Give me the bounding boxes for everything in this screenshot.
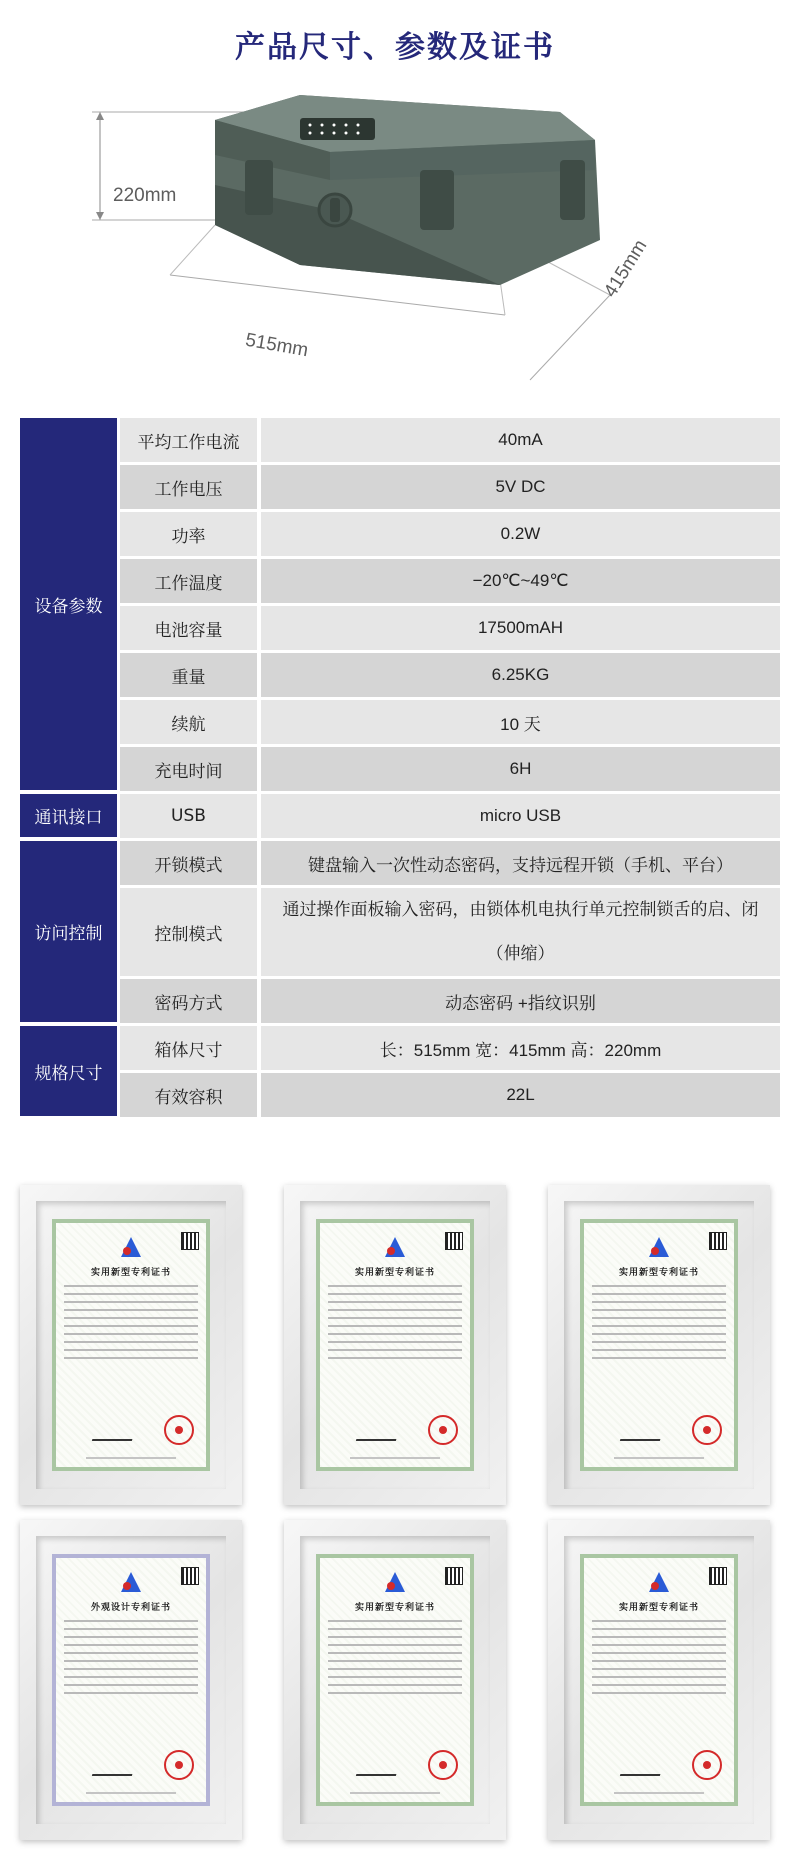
qr-code-icon bbox=[710, 1233, 726, 1249]
certificate-title: 实用新型专利证书 bbox=[354, 1603, 435, 1613]
certificate-frame bbox=[548, 1185, 770, 1505]
spec-value: 5V DC bbox=[257, 465, 780, 512]
official-seal-icon bbox=[164, 1750, 194, 1780]
table-row bbox=[20, 1073, 780, 1120]
table-row bbox=[20, 888, 780, 979]
official-seal-icon bbox=[692, 1415, 722, 1445]
table-row bbox=[20, 979, 780, 1026]
certificate bbox=[316, 1554, 474, 1806]
table-row bbox=[20, 606, 780, 653]
patent-office-logo bbox=[119, 1572, 143, 1594]
spec-name: 开锁模式 bbox=[117, 841, 257, 888]
signature bbox=[620, 1760, 664, 1776]
spec-name: 有效容积 bbox=[117, 1073, 257, 1120]
spec-value: 10 天 bbox=[257, 700, 780, 747]
table-row bbox=[20, 841, 780, 888]
certificate-footer bbox=[86, 1457, 176, 1459]
spec-name: 充电时间 bbox=[117, 747, 257, 794]
patent-office-logo bbox=[383, 1572, 407, 1594]
spec-value: 6.25KG bbox=[257, 653, 780, 700]
table-row bbox=[20, 653, 780, 700]
case-illustration bbox=[0, 90, 790, 390]
table-row bbox=[20, 1026, 780, 1073]
product-figure bbox=[0, 90, 790, 390]
certificate-footer bbox=[86, 1792, 176, 1794]
qr-code-icon bbox=[182, 1233, 198, 1249]
certificate bbox=[580, 1554, 738, 1806]
spec-value: 17500mAH bbox=[257, 606, 780, 653]
depth-dimension: 415mm bbox=[600, 236, 652, 302]
certificate-text bbox=[592, 1620, 726, 1700]
certificate-frame bbox=[20, 1520, 242, 1840]
certificate-footer bbox=[614, 1457, 704, 1459]
spec-name: 功率 bbox=[117, 512, 257, 559]
spec-value: 0.2W bbox=[257, 512, 780, 559]
certificate-title: 实用新型专利证书 bbox=[90, 1268, 171, 1278]
table-row bbox=[20, 465, 780, 512]
table-row bbox=[20, 559, 780, 606]
certificate-text bbox=[592, 1285, 726, 1365]
width-dimension: 515mm bbox=[243, 329, 310, 362]
table-row bbox=[20, 747, 780, 794]
spec-name: USB bbox=[117, 794, 257, 841]
certificate-title: 实用新型专利证书 bbox=[618, 1268, 699, 1278]
category-access: 访问控制 bbox=[20, 841, 117, 1026]
certificate-text bbox=[328, 1620, 462, 1700]
qr-code-icon bbox=[710, 1568, 726, 1584]
table-row bbox=[20, 418, 780, 465]
patent-office-logo bbox=[647, 1237, 671, 1259]
certificate-title: 外观设计专利证书 bbox=[90, 1603, 171, 1613]
spec-value: 22L bbox=[257, 1073, 780, 1120]
certificate-frame bbox=[284, 1185, 506, 1505]
official-seal-icon bbox=[692, 1750, 722, 1780]
official-seal-icon bbox=[428, 1415, 458, 1445]
certificate-footer bbox=[614, 1792, 704, 1794]
spec-name: 电池容量 bbox=[117, 606, 257, 653]
certificate-text bbox=[64, 1620, 198, 1700]
spec-name: 平均工作电流 bbox=[117, 418, 257, 465]
certificate-frame bbox=[548, 1520, 770, 1840]
spec-value: 键盘输入一次性动态密码，支持远程开锁（手机、平台） bbox=[257, 841, 780, 888]
page-title: 产品尺寸、参数及证书 bbox=[235, 30, 555, 65]
certificate-title: 实用新型专利证书 bbox=[618, 1603, 699, 1613]
certificate-text bbox=[64, 1285, 198, 1365]
certificate-title: 实用新型专利证书 bbox=[354, 1268, 435, 1278]
qr-code-icon bbox=[446, 1233, 462, 1249]
height-dimension: 220mm bbox=[113, 185, 177, 206]
spec-table bbox=[20, 418, 780, 1120]
spec-name: 工作温度 bbox=[117, 559, 257, 606]
qr-code-icon bbox=[182, 1568, 198, 1584]
certificate bbox=[52, 1554, 210, 1806]
signature bbox=[356, 1425, 400, 1441]
certificate bbox=[316, 1219, 474, 1471]
certificates-gallery bbox=[0, 1175, 790, 1861]
spec-value: 通过操作面板输入密码，由锁体机电执行单元控制锁舌的启、闭（伸缩） bbox=[257, 888, 780, 979]
signature bbox=[92, 1425, 136, 1441]
official-seal-icon bbox=[164, 1415, 194, 1445]
qr-code-icon bbox=[446, 1568, 462, 1584]
spec-name: 箱体尺寸 bbox=[117, 1026, 257, 1073]
spec-value: 40mA bbox=[257, 418, 780, 465]
official-seal-icon bbox=[428, 1750, 458, 1780]
patent-office-logo bbox=[647, 1572, 671, 1594]
spec-name: 控制模式 bbox=[117, 888, 257, 979]
spec-name: 工作电压 bbox=[117, 465, 257, 512]
signature bbox=[356, 1760, 400, 1776]
patent-office-logo bbox=[383, 1237, 407, 1259]
table-row bbox=[20, 700, 780, 747]
spec-name: 密码方式 bbox=[117, 979, 257, 1026]
category-comm: 通讯接口 bbox=[20, 794, 117, 841]
table-row bbox=[20, 512, 780, 559]
patent-office-logo bbox=[119, 1237, 143, 1259]
spec-value: −20℃~49℃ bbox=[257, 559, 780, 606]
signature bbox=[620, 1425, 664, 1441]
category-size: 规格尺寸 bbox=[20, 1026, 117, 1120]
certificate bbox=[52, 1219, 210, 1471]
certificate bbox=[580, 1219, 738, 1471]
category-device: 设备参数 bbox=[20, 418, 117, 794]
certificate-text bbox=[328, 1285, 462, 1365]
spec-value: micro USB bbox=[257, 794, 780, 841]
signature bbox=[92, 1760, 136, 1776]
certificate-footer bbox=[350, 1457, 440, 1459]
certificate-frame bbox=[20, 1185, 242, 1505]
spec-value: 动态密码 +指纹识别 bbox=[257, 979, 780, 1026]
spec-value: 长：515mm 宽：415mm 高：220mm bbox=[257, 1026, 780, 1073]
certificate-footer bbox=[350, 1792, 440, 1794]
spec-value: 6H bbox=[257, 747, 780, 794]
spec-name: 续航 bbox=[117, 700, 257, 747]
spec-name: 重量 bbox=[117, 653, 257, 700]
table-row bbox=[20, 794, 780, 841]
certificate-frame bbox=[284, 1520, 506, 1840]
